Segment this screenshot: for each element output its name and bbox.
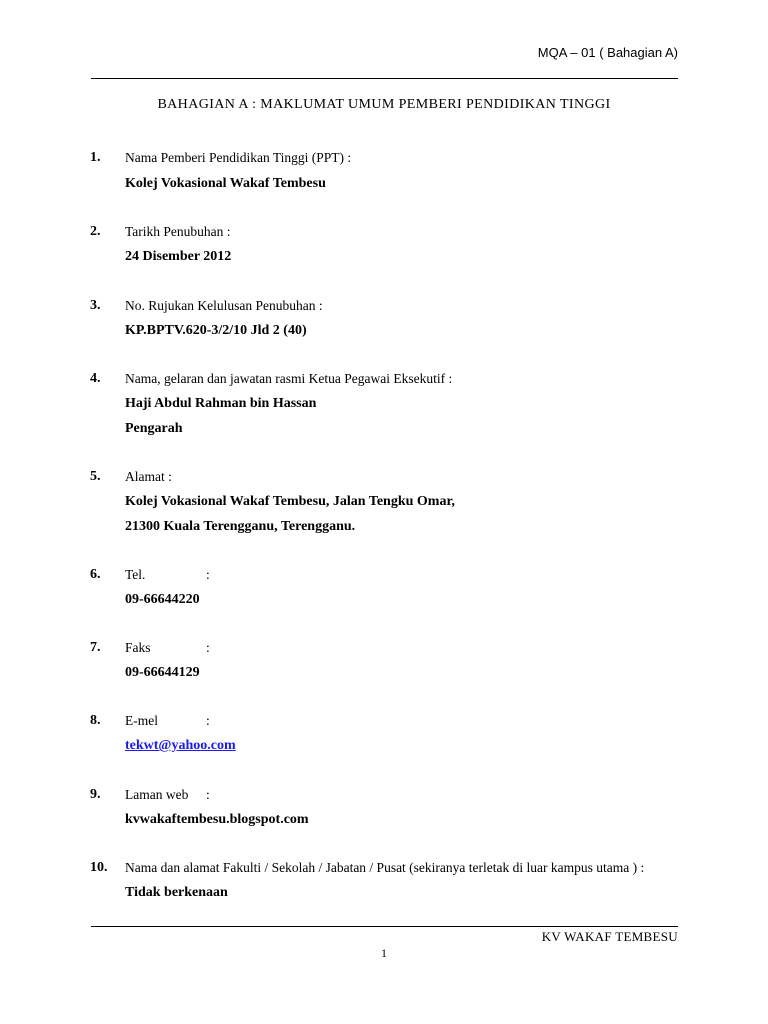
bottom-rule [91, 926, 678, 927]
item-answer: 24 Disember 2012 [125, 249, 232, 264]
page-number: 1 [381, 946, 387, 960]
item-colon: : [206, 787, 210, 802]
item-question: Faks [125, 640, 151, 655]
header-ref: MQA – 01 ( Bahagian A) [537, 45, 678, 60]
item-colon: : [206, 640, 210, 655]
item-question: Tarikh Penubuhan : [125, 224, 231, 239]
item-question: Nama Pemberi Pendidikan Tinggi (PPT) : [125, 150, 352, 165]
item-answer: Tidak berkenaan [125, 885, 228, 900]
item-number: 2. [90, 224, 101, 239]
item-colon: : [206, 567, 210, 582]
item-number: 3. [90, 298, 101, 313]
top-rule [91, 78, 678, 79]
item-answer: Kolej Vokasional Wakaf Tembesu [125, 176, 326, 191]
item-answer: KP.BPTV.620-3/2/10 Jld 2 (40) [125, 323, 307, 338]
item-answer-line-2: Pengarah [125, 421, 183, 436]
item-question: Nama, gelaran dan jawatan rasmi Ketua Pegawai Eksekutif : [125, 371, 453, 386]
item-number: 1. [90, 150, 101, 165]
item-number: 7. [90, 640, 101, 655]
page-title: BAHAGIAN A : MAKLUMAT UMUM PEMBERI PENDIDIKAN TINGGI [157, 97, 611, 112]
email-link[interactable]: tekwt@yahoo.com [125, 738, 236, 753]
item-question: No. Rujukan Kelulusan Penubuhan : [125, 298, 323, 313]
item-answer: Haji Abdul Rahman bin Hassan [125, 396, 317, 411]
item-number: 5. [90, 469, 101, 484]
item-answer: kvwakaftembesu.blogspot.com [125, 812, 309, 827]
item-answer: 09-66644129 [125, 665, 200, 680]
item-number: 9. [90, 787, 101, 802]
footer-name: KV WAKAF TEMBESU [541, 929, 678, 944]
item-number: 8. [90, 713, 101, 728]
item-answer: 09-66644220 [125, 592, 200, 607]
item-question: E-mel [125, 713, 158, 728]
item-number: 4. [90, 371, 101, 386]
item-answer-line-2: 21300 Kuala Terengganu, Terengganu. [125, 519, 356, 534]
item-number: 10. [90, 860, 108, 875]
item-colon: : [206, 713, 210, 728]
item-number: 6. [90, 567, 101, 582]
item-question: Laman web [125, 787, 189, 802]
item-question: Tel. [125, 567, 146, 582]
item-question: Nama dan alamat Fakulti / Sekolah / Jabatan / Pusat (sekiranya terletak di luar kampus utama ) : [125, 860, 645, 875]
item-answer: Kolej Vokasional Wakaf Tembesu, Jalan Tengku Omar, [125, 494, 455, 509]
item-question: Alamat : [125, 469, 172, 484]
